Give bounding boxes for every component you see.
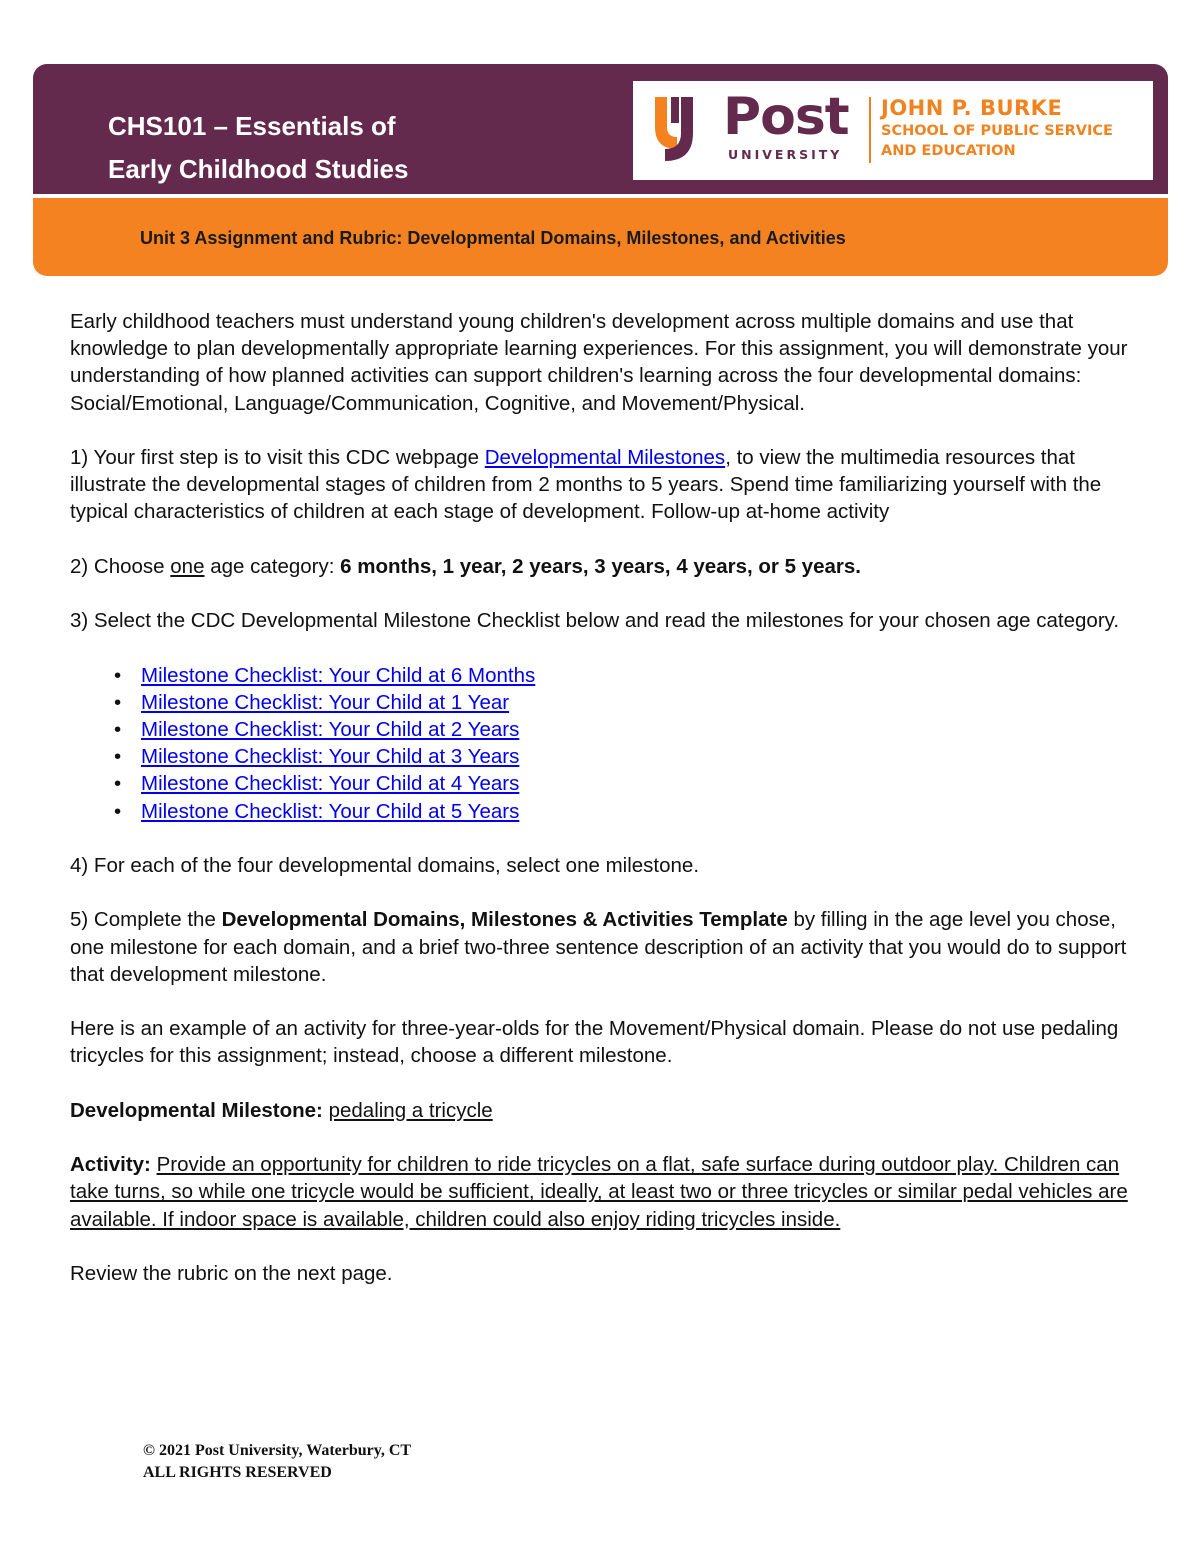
logo-post-wordmark: Post xyxy=(723,87,849,147)
milestone-value: pedaling a tricycle xyxy=(328,1098,493,1122)
assignment-body xyxy=(70,308,1140,1287)
post-logo-mark-icon xyxy=(653,95,705,163)
milestone-checklist-list xyxy=(70,662,1140,825)
step-2-underlined: one xyxy=(170,554,205,578)
step-5: 5) Complete the Developmental Domains, Milestones & Activities Template by filling in the age level you chose, one milestone for each domain, and a brief two-three sentence description of an activity that you would do to support that development milestone. xyxy=(70,908,1127,986)
logo-divider xyxy=(869,97,871,163)
course-title-line2: Early Childhood Studies xyxy=(108,154,409,184)
step-4: 4) For each of the four developmental domains, select one milestone. xyxy=(70,853,700,877)
list-item xyxy=(141,662,1140,689)
example-milestone xyxy=(70,1097,1140,1124)
list-item xyxy=(141,743,1140,770)
checklist-link-2-years[interactable]: Milestone Checklist: Your Child at 2 Years xyxy=(141,717,520,741)
intro-paragraph: Early childhood teachers must understand young children's development across multiple domains and use that knowledge to plan developmentally appropriate learning experiences. For this assignment, you will demonstrate your understanding of how planned activities can support children's learning across the four developmental domains: Social/Emotional, Language/Communication, Cognitive, and Movement/Physical. xyxy=(70,310,1128,415)
activity-value: Provide an opportunity for children to ride tricycles on a flat, safe surface during outdoor play. Children can take turns, so while one tricycle would be sufficient, ideally, at least two or three tricycles or similar pedal vehicles are available. If indoor space is available, children could also enjoy riding tricycles inside. xyxy=(70,1153,1128,1231)
step-1: 1) Your first step is to visit this CDC webpage Developmental Milestones, to view the multimedia resources that illustrate the developmental stages of children from 2 months to 5 years. Spend time familiarizing yourself with the typical characteristics of children at each stage of development. Follow-up at-home activity xyxy=(70,446,1102,524)
unit-title: Unit 3 Assignment and Rubric: Developmental Domains, Milestones, and Activities xyxy=(140,228,846,248)
template-name: Developmental Domains, Milestones & Activities Template xyxy=(221,908,788,932)
rights-line: ALL RIGHTS RESERVED xyxy=(143,1464,332,1481)
checklist-link-3-years[interactable]: Milestone Checklist: Your Child at 3 Years xyxy=(141,745,520,769)
logo-university-text: UNIVERSITY xyxy=(728,147,843,162)
checklist-link-4-years[interactable]: Milestone Checklist: Your Child at 4 Years xyxy=(141,772,520,796)
milestone-label: Developmental Milestone: xyxy=(70,1098,323,1122)
post-university-logo xyxy=(633,81,1153,180)
copyright-line: © 2021 Post University, Waterbury, CT xyxy=(143,1442,412,1459)
school-line3: AND EDUCATION xyxy=(881,143,1016,159)
step-3: 3) Select the CDC Developmental Milestone Checklist below and read the milestones for your chosen age category. xyxy=(70,609,1120,633)
checklist-link-5-years[interactable]: Milestone Checklist: Your Child at 5 Years xyxy=(141,799,520,823)
list-item xyxy=(141,770,1140,797)
copyright-footer xyxy=(143,1440,411,1484)
logo-school-name xyxy=(881,95,1113,161)
list-item xyxy=(141,689,1140,716)
example-activity xyxy=(70,1151,1140,1233)
step-2: 2) Choose one age category: 6 months, 1 year, 2 years, 3 years, 4 years, or 5 years. xyxy=(70,554,861,578)
course-title xyxy=(108,105,408,191)
list-item xyxy=(141,798,1140,825)
school-line1: JOHN P. BURKE xyxy=(881,96,1063,120)
school-line2: SCHOOL OF PUBLIC SERVICE xyxy=(881,123,1113,139)
example-intro: Here is an example of an activity for three-year-olds for the Movement/Physical domain. Please do not use pedaling tricycles for this assignment; instead, choose a different milestone. xyxy=(70,1017,1119,1068)
developmental-milestones-link[interactable]: Developmental Milestones xyxy=(484,446,726,469)
step-2-age-options: 6 months, 1 year, 2 years, 3 years, 4 years, or 5 years. xyxy=(340,554,861,578)
activity-label: Activity: xyxy=(70,1153,151,1177)
checklist-link-1-year[interactable]: Milestone Checklist: Your Child at 1 Year xyxy=(141,690,510,714)
course-title-line1: CHS101 – Essentials of xyxy=(108,111,396,141)
checklist-link-6-months[interactable]: Milestone Checklist: Your Child at 6 Months xyxy=(141,663,536,687)
list-item xyxy=(141,716,1140,743)
review-note: Review the rubric on the next page. xyxy=(70,1261,393,1285)
